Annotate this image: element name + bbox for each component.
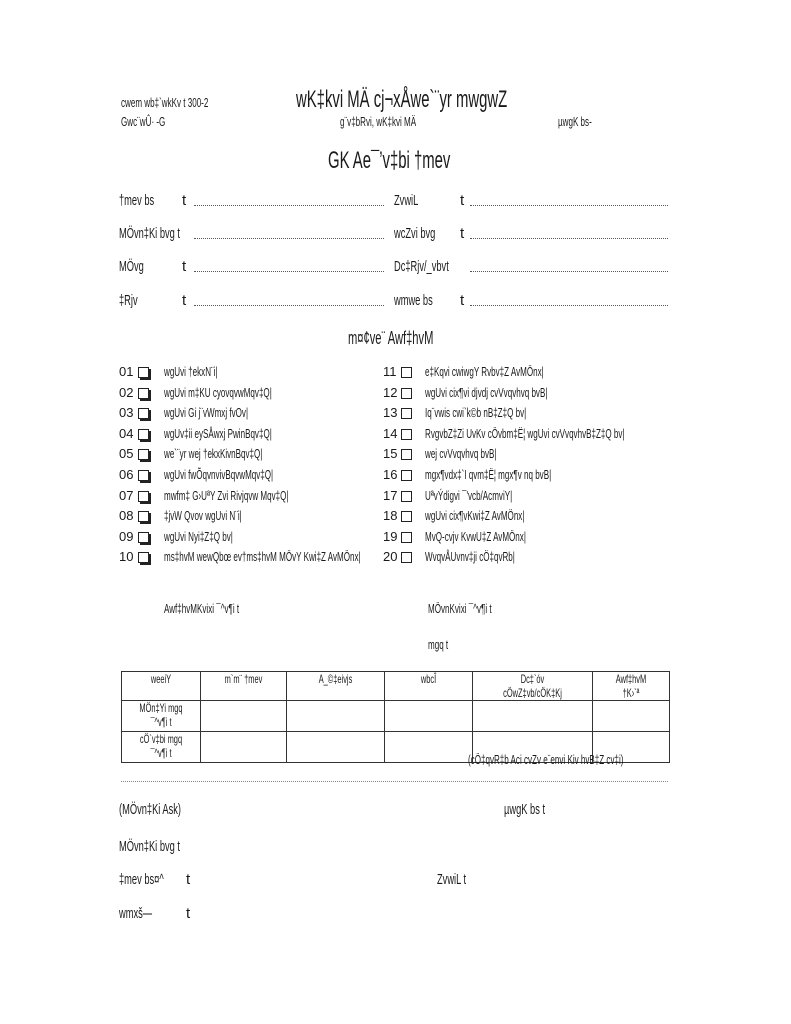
checkbox[interactable]: [401, 552, 412, 563]
option-label: WvqvÅUvnv‡ji cÖ‡qvRb|: [425, 549, 515, 565]
option-number: 09: [119, 528, 134, 544]
service-number-label: †mev bs: [119, 192, 155, 209]
district-field[interactable]: [194, 305, 384, 306]
checkbox[interactable]: [138, 532, 149, 543]
option-number: 20: [383, 549, 398, 565]
option-label: wgUvi fwÕqvnvivBqvwMqv‡Q|: [164, 467, 274, 482]
checkbox[interactable]: [138, 470, 149, 481]
table-row: [122, 701, 670, 732]
option-label: wej cvVvqvhvq bvB|: [425, 446, 497, 462]
customer-name-field[interactable]: [194, 238, 384, 239]
checkbox[interactable]: [401, 532, 412, 543]
village-field[interactable]: [194, 271, 384, 272]
option-label: wgUvi cix¶vi djvdj cvVvqvhvq bvB|: [425, 384, 548, 400]
table-cell[interactable]: [201, 732, 287, 763]
footer-service-number-label: ‡mev bs¤^: [119, 871, 164, 888]
date-field[interactable]: [470, 205, 668, 206]
option-label: MvQ-cvjv KvwU‡Z AvMÖnx|: [425, 528, 526, 544]
option-number: 10: [119, 549, 134, 565]
option-label: Iq¨vwis cwi`k©b nB‡Z‡Q bv|: [425, 405, 527, 421]
option-label: wgUvi Nyi‡Z‡Q bv|: [164, 528, 233, 544]
customer-copy-label: (MÖvn‡Ki Ask): [119, 801, 182, 818]
option-number: 02: [119, 384, 134, 400]
option-label: wgUvi cix¶vKwi‡Z AvMÖnx|: [425, 508, 525, 524]
checkbox[interactable]: [138, 367, 149, 378]
father-name-label: wcZvi bvg: [394, 225, 436, 242]
table-cell[interactable]: [593, 701, 670, 732]
checkbox[interactable]: [138, 408, 149, 419]
organization-subtitle: g¨v‡bRvi, wK‡kvi MÄ: [340, 114, 417, 129]
option-number: 07: [119, 487, 134, 503]
option-label: UªvÝdigvi ¯'vcb/AcmviY|: [425, 487, 513, 503]
upazila-field[interactable]: [470, 271, 668, 272]
service-number-field[interactable]: [194, 205, 384, 206]
table-cell[interactable]: [385, 701, 473, 732]
checkbox[interactable]: [401, 511, 412, 522]
option-label: wgUv‡ii eySÅwxj PwinBqv‡Q|: [164, 425, 272, 441]
organization-title: wK‡kvi MÄ cj¬xÅwe`¨yr mwgwZ: [296, 86, 508, 113]
colon: t: [460, 192, 465, 209]
option-label: wgUvi m‡KU cyovqvwMqv‡Q|: [164, 384, 272, 400]
account-number-field[interactable]: [470, 305, 668, 306]
checkbox[interactable]: [138, 449, 149, 460]
option-label: we`¨yr wej †ekxKivnBqv‡Q|: [164, 446, 263, 462]
table-header: A_©‡eivjs: [287, 672, 385, 701]
receiver-signature-label: MÖvnKvixi ¯^v¶i t: [428, 601, 492, 616]
table-cell: cÖ`v‡bi mgq ¯^v¶i t: [122, 732, 201, 763]
colon: t: [182, 292, 187, 309]
option-number: 15: [383, 446, 398, 462]
checkbox[interactable]: [401, 491, 412, 502]
table-header: Dc‡`óv cÖwZ‡vb/cÖK‡Kj: [473, 672, 593, 701]
table-header: wbcÎ: [385, 672, 473, 701]
form-subcode: Gwc¨wÛ· -G: [121, 114, 166, 129]
colon: t: [460, 225, 465, 242]
option-number: 18: [383, 508, 398, 524]
option-number: 16: [383, 467, 398, 482]
checkbox[interactable]: [401, 408, 412, 419]
customer-name-label: MÖvn‡Ki bvg t: [119, 225, 180, 242]
footer-customer-name-label: MÖvn‡Ki bvg t: [119, 838, 180, 855]
upazila-label: Dc‡Rjv/_vbvt: [394, 258, 449, 275]
table-header: m`m¨ †mev: [201, 672, 287, 701]
service-table: [121, 671, 670, 763]
option-number: 13: [383, 405, 398, 421]
checkbox[interactable]: [138, 491, 149, 502]
colon: t: [182, 258, 187, 275]
option-number: 17: [383, 487, 398, 503]
table-cell[interactable]: [201, 701, 287, 732]
district-label: ‡Rjv: [119, 292, 138, 309]
option-label: wgUvi Gi j¨vWmxj fvOv|: [164, 405, 249, 421]
option-number: 06: [119, 467, 134, 482]
date-label: ZvwiL: [394, 192, 419, 209]
colon: t: [460, 292, 465, 309]
option-number: 11: [383, 364, 397, 379]
option-label: RvgvbZ‡Zi UvKv cÖvbm‡Ë¦ wgUvi cvVvqvhvB‡Z‡Q bv|: [425, 425, 625, 441]
time-label: mgq t: [428, 637, 449, 652]
table-header: Awf‡hvM †K›`ª: [593, 672, 670, 701]
checkbox[interactable]: [401, 388, 412, 399]
footer-serial-label: µwgK bs t: [504, 801, 546, 818]
option-number: 14: [383, 425, 398, 441]
colon: t: [182, 192, 187, 209]
table-cell[interactable]: [473, 701, 593, 732]
table-cell[interactable]: [287, 701, 385, 732]
table-header: weeiY: [122, 672, 201, 701]
option-label: e‡Kqvi cwiwgY Rvbv‡Z AvMÖnx|: [425, 364, 544, 379]
table-cell: MÖn‡Yi mgq ¯^v¶i t: [122, 701, 201, 732]
checkbox[interactable]: [401, 470, 412, 481]
option-label: mgx¶vdx‡`I qvm‡Ë¦ mgx¶v nq bvB|: [425, 467, 552, 482]
complainant-signature-label: Awf‡hvMKvixi ¯^v¶i t: [164, 601, 240, 616]
option-number: 03: [119, 405, 134, 421]
option-number: 19: [383, 528, 398, 544]
checkbox[interactable]: [401, 367, 412, 378]
colon: t: [186, 905, 191, 922]
account-number-label: wmwe bs: [394, 292, 433, 309]
table-cell[interactable]: [287, 732, 385, 763]
table-note: (cÖ‡qvR‡b Aci cvZv e¨envi Kiv hvB‡Z cv‡i): [468, 752, 624, 767]
footer-signature-label: wmxš—: [119, 905, 153, 922]
section-title: m¤¢ve¨ Awf‡hvM: [348, 328, 434, 348]
checkbox[interactable]: [138, 552, 149, 563]
colon: t: [186, 871, 191, 888]
serial-number-label: µwgK bs-: [558, 114, 592, 129]
checkbox[interactable]: [138, 511, 149, 522]
table-cell[interactable]: [385, 732, 473, 763]
option-label: mwfm‡ G›UªY Zvi Rivjqvw Mqv‡Q|: [164, 487, 289, 503]
father-name-field[interactable]: [470, 238, 668, 239]
village-label: MÖvg: [119, 258, 144, 275]
tear-line: [121, 781, 668, 782]
form-title: GK Ae¯’v‡bi †mev: [328, 147, 451, 174]
option-number: 08: [119, 508, 134, 524]
option-number: 01: [119, 364, 134, 379]
option-number: 12: [383, 384, 398, 400]
form-code: cwem wb‡`wkKv t 300-2: [121, 95, 209, 110]
checkbox[interactable]: [138, 429, 149, 440]
option-label: ms‡hvM wewQbœ ev†ms‡hvM MÖvY Kwi‡Z AvMÖnx|: [164, 549, 361, 565]
option-number: 04: [119, 425, 134, 441]
checkbox[interactable]: [138, 388, 149, 399]
option-label: ‡jvW Qvov wgUvi N¨i|: [164, 508, 242, 524]
option-number: 05: [119, 446, 134, 462]
option-label: wgUvi †ekxN¨i|: [164, 364, 218, 379]
checkbox[interactable]: [401, 429, 412, 440]
checkbox[interactable]: [401, 449, 412, 460]
table-header-row: [122, 672, 670, 701]
footer-date-label: ZvwiL t: [437, 871, 467, 888]
